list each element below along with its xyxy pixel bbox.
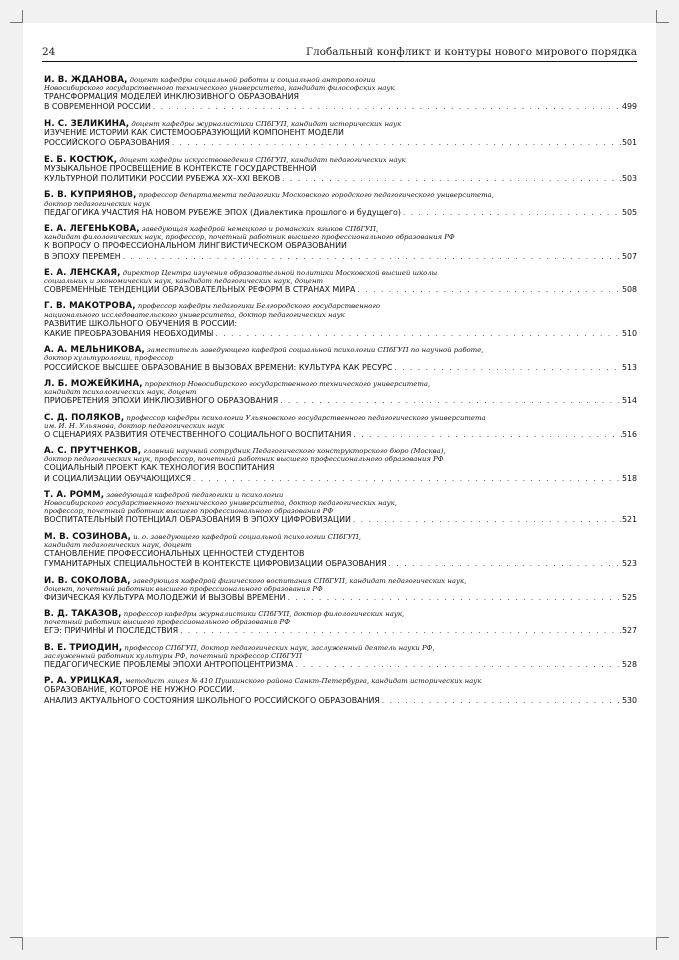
article-title: ВОСПИТАТЕЛЬНЫЙ ПОТЕНЦИАЛ ОБРАЗОВАНИЯ В ЭПОХУ ЦИФРОВИЗАЦИИ <box>44 515 351 525</box>
toc-entry <box>44 120 637 149</box>
author-name: Т. А. РОММ, <box>44 489 105 500</box>
article-title: КАКИЕ ПРЕОБРАЗОВАНИЯ НЕОБХОДИМЫ <box>44 328 214 338</box>
toc-entry <box>44 447 637 484</box>
author-info <box>44 577 637 593</box>
toc-entry <box>44 225 637 262</box>
author-affiliation: профессор СПбГУП, доктор педагогических наук, заслуженный деятель науки РФ, <box>124 643 435 652</box>
author-affiliation: заслуженный работник культуры РФ, почетный профессор СПбГУП <box>44 651 302 660</box>
toc-entry <box>44 380 637 406</box>
article-title-row <box>44 363 637 373</box>
article-title: ФИЗИЧЕСКАЯ КУЛЬТУРА МОЛОДЕЖИ И ВЫЗОВЫ ВРЕМЕНИ <box>44 592 286 602</box>
author-affiliation: методист лицея № 410 Пушкинского района Санкт-Петербурга, кандидат исторических наук <box>124 677 482 686</box>
author-name: А. С. ПРУТЧЕНКОВ, <box>44 446 142 457</box>
running-header <box>42 46 637 62</box>
article-title-row <box>44 626 637 636</box>
dot-leader <box>191 474 622 484</box>
article-title: РАЗВИТИЕ ШКОЛЬНОГО ОБУЧЕНИЯ В РОССИИ: <box>44 318 238 328</box>
article-title: РОССИЙСКОГО ОБРАЗОВАНИЯ <box>44 138 170 148</box>
author-info <box>44 533 637 549</box>
article-title: АНАЛИЗ АКТУАЛЬНОГО СОСТОЯНИЯ ШКОЛЬНОГО РОССИЙСКОГО ОБРАЗОВАНИЯ <box>44 695 380 705</box>
author-name: А. А. МЕЛЬНИКОВА, <box>44 345 145 356</box>
toc-page-number: 530 <box>621 695 637 705</box>
article-title: ПЕДАГОГИЧЕСКИЕ ПРОБЛЕМЫ ЭПОХИ АНТРОПОЦЕНТРИЗМА <box>44 659 294 669</box>
article-title: СОВРЕМЕННЫЕ ТЕНДЕНЦИИ ОБРАЗОВАТЕЛЬНЫХ РЕФОРМ В СТРАНАХ МИРА <box>44 285 356 295</box>
author-affiliation: профессор, почетный работник высшего профессионального образования РФ <box>44 507 334 516</box>
author-affiliation: доктор культурологии, профессор <box>44 354 174 363</box>
author-affiliation: национального исследовательского университета, доктор педагогических наук <box>44 310 345 319</box>
article-title: В СОВРЕМЕННОЙ РОССИИ <box>44 102 151 112</box>
article-title-row <box>44 252 637 262</box>
toc-page-number: 505 <box>621 207 637 217</box>
author-affiliation: доцент кафедры журналистики СПбГУП, кандидат исторических наук <box>131 119 402 128</box>
toc-page-number: 523 <box>621 559 637 569</box>
article-title-row <box>44 138 637 148</box>
toc-entry <box>44 533 637 570</box>
toc-entry <box>44 491 637 526</box>
toc-page-number: 525 <box>621 592 637 602</box>
article-title-row <box>44 559 637 569</box>
author-info <box>44 76 637 92</box>
author-name: В. Д. ТАКАЗОВ, <box>44 609 122 620</box>
author-name: С. Д. ПОЛЯКОВ, <box>44 412 125 423</box>
author-info <box>44 447 637 463</box>
article-title: ТРАНСФОРМАЦИЯ МОДЕЛЕЙ ИНКЛЮЗИВНОГО ОБРАЗОВАНИЯ <box>44 92 300 102</box>
article-title-row <box>44 660 637 670</box>
author-affiliation: доцент кафедры социальной работы и социальной антропологии <box>129 76 376 84</box>
toc-page-number: 508 <box>621 285 637 295</box>
author-affiliation: социальных и экономических наук, кандидат педагогических наук, доцент <box>44 276 324 285</box>
article-title: СТАНОВЛЕНИЕ ПРОФЕССИОНАЛЬНЫХ ЦЕННОСТЕЙ СТУДЕНТОВ <box>44 548 305 558</box>
author-name: Е. А. ЛЕГЕНЬКОВА, <box>44 224 140 235</box>
article-title: О СЦЕНАРИЯХ РАЗВИТИЯ ОТЕЧЕСТВЕННОГО СОЦИАЛЬНОГО ВОСПИТАНИЯ <box>44 429 352 439</box>
dot-leader <box>380 696 622 706</box>
page-number: 24 <box>42 46 56 58</box>
author-info <box>44 156 637 164</box>
author-name: Е. А. ЛЕНСКАЯ, <box>44 267 121 278</box>
article-title-row <box>44 208 637 218</box>
author-name: Л. Б. МОЖЕЙКИНА, <box>44 378 143 389</box>
author-name: Б. В. КУПРИЯНОВ, <box>44 190 137 201</box>
author-name: И. В. ЖДАНОВА, <box>44 75 128 85</box>
dot-leader <box>278 396 622 406</box>
article-title-row <box>44 474 637 484</box>
article-title: ОБРАЗОВАНИЕ, КОТОРОЕ НЕ НУЖНО РОССИИ. <box>44 685 235 695</box>
author-affiliation: доктор педагогических наук <box>44 199 151 208</box>
author-info <box>44 644 637 660</box>
dot-leader <box>392 363 622 373</box>
article-title: ЕГЭ: ПРИЧИНЫ И ПОСЛЕДСТВИЯ <box>44 626 179 636</box>
dot-leader <box>355 285 622 295</box>
dot-leader <box>293 660 622 670</box>
article-title: В ЭПОХУ ПЕРЕМЕН <box>44 251 121 261</box>
author-info <box>44 414 637 430</box>
crop-mark <box>656 10 669 23</box>
dot-leader <box>213 329 622 339</box>
toc-entry <box>44 76 637 113</box>
toc-entry <box>44 346 637 372</box>
toc-page-number: 513 <box>621 362 637 372</box>
dot-leader <box>280 174 622 184</box>
dot-leader <box>351 515 622 525</box>
author-name: Г. В. МАКОТРОВА, <box>44 301 136 312</box>
dot-leader <box>401 208 622 218</box>
author-affiliation: Новосибирского государственного технического университета, кандидат философских наук <box>44 84 395 93</box>
article-title-row <box>44 515 637 525</box>
table-of-contents <box>44 76 637 713</box>
author-info <box>44 380 637 396</box>
author-info <box>44 302 637 318</box>
author-info <box>44 346 637 362</box>
author-info <box>44 225 637 241</box>
author-affiliation: профессор кафедры психологии Ульяновского государственного педагогического университета <box>126 413 486 422</box>
toc-page-number: 510 <box>621 328 637 338</box>
toc-page-number: 516 <box>621 429 637 439</box>
toc-page-number: 518 <box>621 473 637 483</box>
author-affiliation: главный научный сотрудник Педагогического конструкторского бюро (Москва), <box>143 447 446 456</box>
article-title: СОЦИАЛЬНЫЙ ПРОЕКТ КАК ТЕХНОЛОГИЯ ВОСПИТАНИЯ <box>44 463 275 473</box>
article-title: К ВОПРОСУ О ПРОФЕССИОНАЛЬНОМ ЛИНГВИСТИЧЕСКОМ ОБРАЗОВАНИИ <box>44 241 347 251</box>
author-name: В. Е. ТРИОДИН, <box>44 642 123 653</box>
author-name: И. В. СОКОЛОВА, <box>44 575 131 586</box>
article-title: ГУМАНИТАРНЫХ СПЕЦИАЛЬНОСТЕЙ В КОНТЕКСТЕ ЦИФРОВИЗАЦИИ ОБРАЗОВАНИЯ <box>44 559 387 569</box>
author-affiliation: почетный работник высшего профессионального образования РФ <box>44 618 290 627</box>
toc-entry <box>44 269 637 295</box>
author-affiliation: заведующая кафедрой немецкого и романских языков СПбГУП, <box>141 225 379 234</box>
article-title-row <box>44 593 637 603</box>
author-name: М. В. СОЗИНОВА, <box>44 531 131 542</box>
toc-page-number: 514 <box>621 396 637 406</box>
running-title: Глобальный конфликт и контуры нового мирового порядка <box>306 46 637 58</box>
article-title-row <box>44 285 637 295</box>
toc-page-number: 503 <box>621 174 637 184</box>
author-affiliation: проректор Новосибирского государственного технического университета, <box>144 379 431 388</box>
crop-mark <box>656 937 669 950</box>
article-title: ИЗУЧЕНИЕ ИСТОРИИ КАК СИСТЕМООБРАЗУЮЩИЙ КОМПОНЕНТ МОДЕЛИ <box>44 127 344 137</box>
dot-leader <box>178 626 622 636</box>
author-info <box>44 491 637 515</box>
article-title-row <box>44 329 637 339</box>
article-title-row <box>44 174 637 184</box>
toc-page-number: 521 <box>621 515 637 525</box>
article-title-row <box>44 696 637 706</box>
author-affiliation: доктор педагогических наук, профессор, почетный работник высшего профессионального образования РФ <box>44 455 444 464</box>
toc-entry <box>44 302 637 339</box>
author-affiliation: кандидат психологических наук, доцент <box>44 388 197 397</box>
dot-leader <box>351 430 622 440</box>
author-info <box>44 610 637 626</box>
author-affiliation: профессор департамента педагогики Московского городского педагогического университета, <box>138 191 494 200</box>
article-title: И СОЦИАЛИЗАЦИИ ОБУЧАЮЩИХСЯ <box>44 473 191 483</box>
author-name: Н. С. ЗЕЛИКИНА, <box>44 118 130 129</box>
author-info <box>44 269 637 285</box>
toc-entry <box>44 577 637 603</box>
article-title: РОССИЙСКОЕ ВЫСШЕЕ ОБРАЗОВАНИЕ В ВЫЗОВАХ ВРЕМЕНИ: КУЛЬТУРА КАК РЕСУРС <box>44 362 393 372</box>
toc-entry <box>44 414 637 440</box>
author-info <box>44 677 637 685</box>
crop-mark <box>10 937 23 950</box>
author-affiliation: доцент кафедры искусствоведения СПбГУП, кандидат педагогических наук <box>119 155 406 164</box>
toc-page-number: 527 <box>621 626 637 636</box>
author-affiliation: директор Центра изучения образовательной политики Московской высшей школы <box>122 268 438 277</box>
author-affiliation: доцент, почетный работник высшего профессионального образования РФ <box>44 584 323 593</box>
crop-mark <box>10 10 23 23</box>
article-title: ПЕДАГОГИКА УЧАСТИЯ НА НОВОМ РУБЕЖЕ ЭПОХ (Диалектика прошлого и будущего) <box>44 207 401 217</box>
toc-page-number: 507 <box>621 251 637 261</box>
author-name: Е. Б. КОСТЮК, <box>44 154 118 165</box>
dot-leader <box>387 559 622 569</box>
dot-leader <box>286 593 622 603</box>
author-affiliation: кандидат педагогических наук, доцент <box>44 540 192 549</box>
author-affiliation: профессор кафедры журналистики СПбГУП, доктор филологических наук, <box>123 610 405 619</box>
article-title: ПРИОБРЕТЕНИЯ ЭПОХИ ИНКЛЮЗИВНОГО ОБРАЗОВАНИЯ <box>44 396 279 406</box>
author-affiliation: кандидат филологических наук, профессор, почетный работник высшего профессионального образования РФ <box>44 233 455 242</box>
toc-entry <box>44 610 637 636</box>
toc-entry <box>44 191 637 217</box>
article-title-row <box>44 102 637 112</box>
author-name: Р. А. УРИЦКАЯ, <box>44 676 123 687</box>
author-info <box>44 191 637 207</box>
toc-page-number: 528 <box>621 659 637 669</box>
toc-page-number: 499 <box>621 102 637 112</box>
author-affiliation: профессор кафедры педагогики Белгородского государственного <box>137 302 381 311</box>
dot-leader <box>121 252 622 262</box>
author-info <box>44 120 637 128</box>
author-affiliation: и. о. заведующего кафедрой социальной психологии СПбГУП, <box>133 532 361 541</box>
article-title: КУЛЬТУРНОЙ ПОЛИТИКИ РОССИИ РУБЕЖА XX–XXI ВЕКОВ <box>44 174 281 184</box>
toc-entry <box>44 644 637 670</box>
dot-leader <box>151 102 622 112</box>
article-title-row <box>44 430 637 440</box>
article-title: МУЗЫКАЛЬНОЕ ПРОСВЕЩЕНИЕ В КОНТЕКСТЕ ГОСУДАРСТВЕННОЙ <box>44 163 317 173</box>
author-affiliation: Новосибирского государственного технического университета, доктор педагогических наук, <box>44 499 397 508</box>
author-affiliation: заместитель заведующего кафедрой социальной психологии СПбГУП по научной работе, <box>147 346 484 355</box>
dot-leader <box>170 138 622 148</box>
author-affiliation: заведующая кафедрой физического воспитания СПбГУП, кандидат педагогических наук, <box>132 576 467 585</box>
toc-entry <box>44 677 637 706</box>
author-affiliation: заведующая кафедрой педагогики и психологии <box>106 490 284 499</box>
toc-page-number: 501 <box>621 138 637 148</box>
article-title-row <box>44 396 637 406</box>
author-affiliation: им. И. Н. Ульянова, доктор педагогических наук <box>44 421 225 430</box>
toc-entry <box>44 156 637 185</box>
